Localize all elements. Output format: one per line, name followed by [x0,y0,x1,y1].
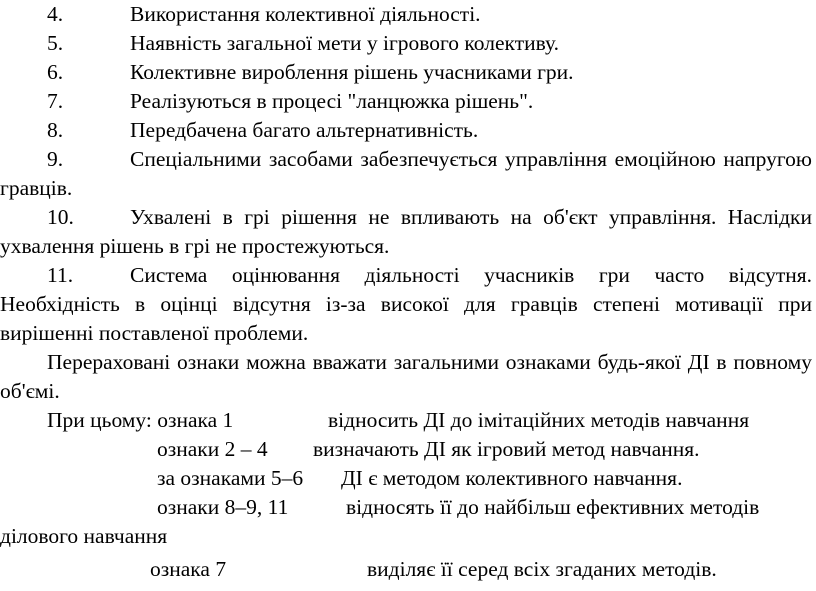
mapping-description: ДІ є методом колективного навчання. [341,466,683,490]
list-item-6 [0,58,812,87]
item-number: 8. [47,118,64,142]
list-item-8 [0,116,812,145]
mapping-row-3 [0,464,816,493]
mapping-row-4-continuation [0,522,816,551]
list-item-10 [0,203,812,261]
item-text: Наявність загальної мети у ігрового колективу. [130,31,559,55]
list-item-11 [0,261,812,348]
mapping-description-continued: ділового навчання [0,524,168,548]
list-item-4 [0,0,812,29]
item-text: Реалізуються в процесі "ланцюжка рішень". [130,89,534,113]
item-text: Ухвалені в грі рішення не впливають на об'єкт управління. Наслідки ухвалення рішень в грі не простежуються. [0,205,812,258]
mapping-row-1 [0,406,816,435]
mapping-label: При цьому: ознака 1 [47,408,234,432]
list-item-5 [0,29,812,58]
summary-paragraph: Перераховані ознаки можна вважати загальними ознаками будь-якої ДІ в повному об'ємі. [0,350,812,403]
mapping-row-5 [0,555,816,584]
item-text: Спеціальними засобами забезпечується управління емоційною напругою гравців. [0,147,812,200]
item-text: Система оцінювання діяльності учасників гри часто відсутня. Необхідність в оцінці відсутня із-за високої для гравців степені мотивації при вирішенні поставленої проблеми. [0,263,812,345]
item-number: 10. [47,205,74,229]
mapping-label: ознака 7 [150,557,227,581]
item-text: Використання колективної діяльності. [130,2,481,26]
mapping-description: відносять її до найбільш ефективних методів [346,495,760,519]
mapping-row-4 [0,493,816,522]
mapping-description: відносить ДІ до імітаційних методів навчання [328,408,750,432]
item-number: 6. [47,60,64,84]
item-number: 9. [47,147,64,171]
list-item-9 [0,145,812,203]
mapping-label: ознаки 8–9, 11 [157,495,289,519]
mapping-row-2 [0,435,816,464]
item-text: Колективне вироблення рішень учасниками гри. [130,60,574,84]
mapping-description: визначають ДІ як ігровий метод навчання. [313,437,700,461]
mapping-label: ознаки 2 – 4 [157,437,268,461]
mapping-description: виділяє її серед всіх згаданих методів. [367,557,717,581]
list-item-7 [0,87,812,116]
item-number: 11. [47,263,74,287]
item-number: 5. [47,31,64,55]
item-text: Передбачена багато альтернативність. [130,118,479,142]
item-number: 7. [47,89,64,113]
mapping-label: за ознаками 5–6 [157,466,304,490]
item-number: 4. [47,2,64,26]
